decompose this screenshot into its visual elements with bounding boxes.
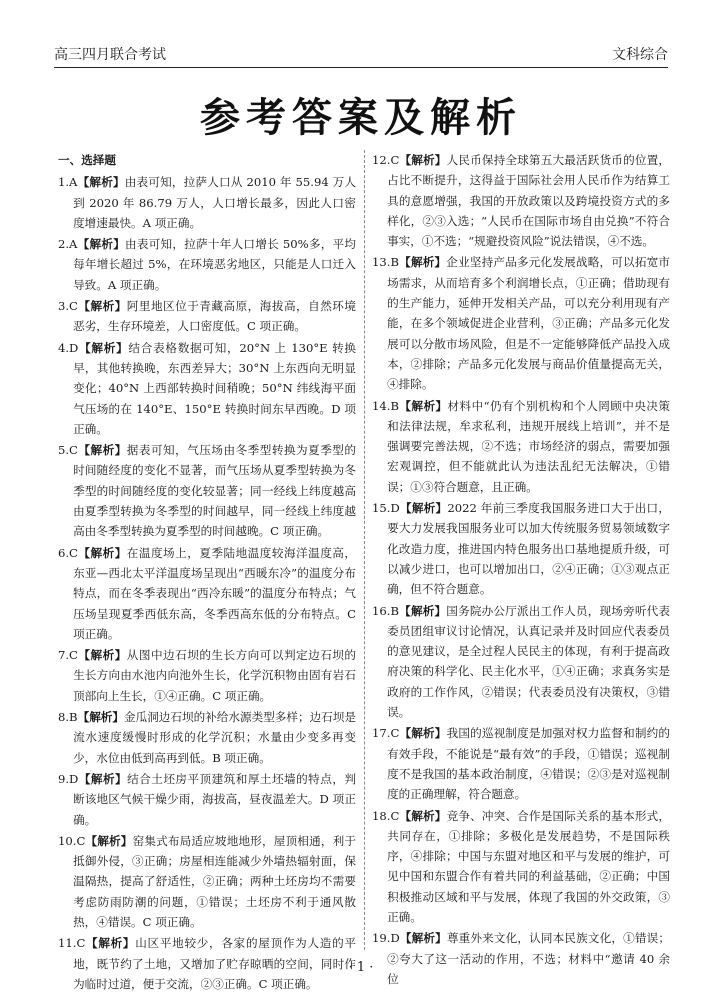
- answer-number: 19.D: [372, 931, 400, 946]
- answer-item: [58, 234, 356, 295]
- answer-number: 5.C: [58, 443, 78, 458]
- analysis-tag: 【解析】: [77, 443, 127, 458]
- analysis-tag: 【解析】: [77, 237, 126, 252]
- answer-item: [58, 296, 356, 337]
- answer-number: 8.B: [58, 710, 78, 725]
- left-column: [58, 150, 356, 995]
- answer-number: 2.A: [58, 237, 78, 252]
- analysis-tag: 【解析】: [85, 833, 133, 848]
- column-divider: [364, 150, 365, 950]
- answer-number: 3.C: [58, 299, 78, 314]
- answer-item: [372, 396, 670, 497]
- answer-number: 13.B: [372, 255, 399, 270]
- analysis-tag: 【解析】: [85, 936, 136, 951]
- answer-text: 由表可知，拉萨人口从 2010 年 55.94 万人到 2020 年 86.79 万人，人口增长最多，因此人口密度增速最快。A 项正确。: [73, 175, 356, 230]
- answer-text: 在温度场上，夏季陆地温度较海洋温度高，东亚—西北太平洋温度场呈现出“西暖东冷”的温度分布特点，而在冬季表现出“西冷东暖”的温度分布特点；气压场呈现夏季西低东高，冬季西高东低的分布特点。C 项正确。: [73, 545, 356, 641]
- answer-text: 阿里地区位于青藏高原，海拔高，自然环境恶劣，生存环境差，人口密度低。C 项正确。: [73, 299, 356, 334]
- answer-number: 18.C: [372, 808, 400, 823]
- answer-number: 15.D: [372, 501, 400, 516]
- analysis-tag: 【解析】: [398, 398, 448, 413]
- analysis-tag: 【解析】: [399, 931, 447, 946]
- answer-text: 从图中边石坝的生长方向可以判定边石坝的生长方向由水池内向池外生长，化学沉积物由固有岩石顶部向上生长，①④正确。C 项正确。: [73, 648, 356, 703]
- answer-text: 窑集式布局适应坡地地形，屋顶相通，利于抵御外侵，③正确；房屋相连能减少外墙热辐射面，保温隔热，提高了舒适性，②正确；两种土坯房均不需要考虑防雨防潮的问题，①错误；土坯房不利于通风散热，④错误。C 项正确。: [73, 833, 356, 929]
- answer-text: 竞争、冲突、合作是国际关系的基本形式，共同存在，①排除；多极化是发展趋势，不是国际秩序，④排除；中国与东盟对地区和平与发展的维护，可见中国和东盟合作有着共同的利益基础，②正确；中国积极推动区域和平与发展，体现了我国的外交政策，③正确。: [387, 808, 670, 924]
- analysis-tag: 【解析】: [399, 501, 448, 516]
- answer-text: 国务院办公厅派出工作人员，现场旁听代表委员团组审议讨论情况，认真记录并及时回应代表委员的意见建议，是全过程人民民主的体现，有利于提高政府决策的科学化、民主化水平，①④正确；求真务实是政府的工作作风，②错误；代表委员没有决策权，③错误。: [387, 603, 670, 720]
- page-number: · 1 ·: [348, 960, 374, 975]
- answer-number: 12.C: [372, 153, 400, 167]
- answer-text: 结合土坯房平顶建筑和厚土坯墙的特点，判断该地区气候干燥少雨，海拔高，昼夜温差大。D 项正确。: [73, 771, 356, 827]
- page-title: 参考答案及解析: [200, 95, 522, 141]
- answer-item: [372, 150, 670, 251]
- analysis-tag: 【解析】: [398, 255, 447, 270]
- analysis-tag: 【解析】: [399, 808, 447, 823]
- answer-item: [58, 172, 356, 233]
- section-heading: 一、选择题: [58, 153, 116, 167]
- answer-text: 人民币保持全球第五大最活跃货币的位置，占比不断提升，这得益于国际社会用人民币作为结算工具的意愿增强，我国的开放政策以及跨境投资方式的多样化，②③入选；“人民币在国际市场自由兑换”不符合事实，①不选；“规避投资风险”说法错误，④不选。: [387, 153, 670, 249]
- answer-number: 9.D: [58, 771, 79, 786]
- answer-item: [372, 806, 670, 928]
- answer-number: 16.B: [372, 603, 399, 618]
- analysis-tag: 【解析】: [77, 299, 127, 314]
- analysis-tag: 【解析】: [77, 648, 127, 663]
- answer-number: 10.C: [58, 833, 86, 848]
- analysis-tag: 【解析】: [399, 726, 447, 741]
- answer-text: 由表可知，拉萨十年人口增长 50%多，平均每年增长超过 5%，在环境恶劣地区，只能是人口迁入导致。A 项正确。: [73, 237, 356, 292]
- answer-number: 14.B: [372, 398, 399, 413]
- answer-item: [58, 338, 356, 439]
- answer-item: [58, 831, 356, 932]
- answer-item: [58, 707, 356, 768]
- right-column: [372, 150, 670, 990]
- answer-list-right: [372, 150, 670, 989]
- answer-item: [58, 440, 356, 541]
- answer-text: 尊重外来文化，认同本民族文化，①错误；②夸大了这一活动的作用，不选；材料中“邀请 40 余位: [387, 931, 670, 986]
- answer-number: 4.D: [58, 340, 79, 355]
- answer-item: [372, 601, 670, 723]
- answer-text: 2022 年前三季度我国服务进口大于出口，要大力发展我国服务业可以加大传统服务贸易领域数字化改造力度，推进国内特色服务出口基地提质升级，可以减少进口，也可以增加出口，②④正确；①③观点正确，但不符合题意。: [387, 501, 670, 597]
- analysis-tag: 【解析】: [77, 175, 125, 190]
- analysis-tag: 【解析】: [78, 340, 129, 355]
- answer-number: 11.C: [58, 936, 86, 951]
- answer-text: 材料中“仍有个别机构和个人罔顾中央决策和法律法规，牟求私利，违规开展线上培训”，并不是强调要完善法规，②不选；市场经济的弱点，需要加强宏观调控，但不能就此认为违法乱纪无法解决，①错误；①③符合题意，且正确。: [387, 398, 670, 494]
- answer-text: 据表可知，气压场由冬季型转换为夏季型的时间随经度的变化不显著，而气压场从夏季型转换为冬季型的时间随经度的变化较显著；同一经线上纬度越高由夏季型转换为冬季型的时间越早，同一经线上纬度越高由冬季型转换为夏季型的时间越晚。C 项正确。: [73, 443, 356, 539]
- analysis-tag: 【解析】: [78, 771, 128, 786]
- answer-number: 6.C: [58, 545, 78, 560]
- answer-number: 1.A: [58, 175, 78, 190]
- analysis-tag: 【解析】: [77, 545, 127, 560]
- answer-number: 17.C: [372, 726, 400, 741]
- analysis-tag: 【解析】: [399, 153, 447, 167]
- exam-name: 高三四月联合考试: [54, 47, 166, 63]
- analysis-tag: 【解析】: [398, 603, 447, 618]
- answer-item: [372, 928, 670, 989]
- analysis-tag: 【解析】: [77, 710, 124, 725]
- answer-item: [58, 769, 356, 830]
- answer-item: [372, 498, 670, 599]
- answer-number: 7.C: [58, 648, 78, 663]
- answer-text: 我国的巡视制度是加强对权力监督和制约的有效手段，不能说是“最有效”的手段，①错误；巡视制度不是我国的基本政治制度，④错误；②③是对巡视制度的正确理解，符合题意。: [387, 726, 670, 802]
- answer-item: [58, 543, 356, 644]
- page-header: [54, 38, 668, 68]
- answer-text: 结合表格数据可知，20°N 上 130°E 转换早，其他转换晚，东西差异大；30°N 上东西向无明显变化；40°N 上西部转换时间稍晚；50°N 纬线海平面气压场的在 140°E、150°E 转换时间东早西晚。D 项正确。: [73, 340, 356, 436]
- answer-text: 企业坚持产品多元化发展战略，可以拓宽市场需求，从而培育多个利润增长点，①正确；借助现有的生产能力，延伸开发相关产品，可以充分利用现有产能，在多个领域促进企业营利，③正确；产品多元化发展可以分散市场风险，但是不一定能够降低产品投入成本，②排除；产品多元化发展与商品价值量提高无关，④排除。: [387, 255, 670, 392]
- answer-item: [58, 645, 356, 706]
- answer-text: 金瓜洞边石坝的补给水源类型多样；边石坝是流水速度缓慢时形成的化学沉积；水量由少变多再变少，水位由低到高再到低。B 项正确。: [73, 710, 356, 765]
- answer-list-left: [58, 172, 356, 994]
- answer-item: [372, 723, 670, 804]
- subject-name: 文科综合: [612, 47, 668, 63]
- answer-item: [372, 252, 670, 394]
- answer-text: 山区平地较少，各家的屋顶作为人造的平地，既节约了土地，又增加了贮存晾晒的空间，同时作为临时过道，便于交流，②③正确。C 项正确。: [73, 936, 356, 991]
